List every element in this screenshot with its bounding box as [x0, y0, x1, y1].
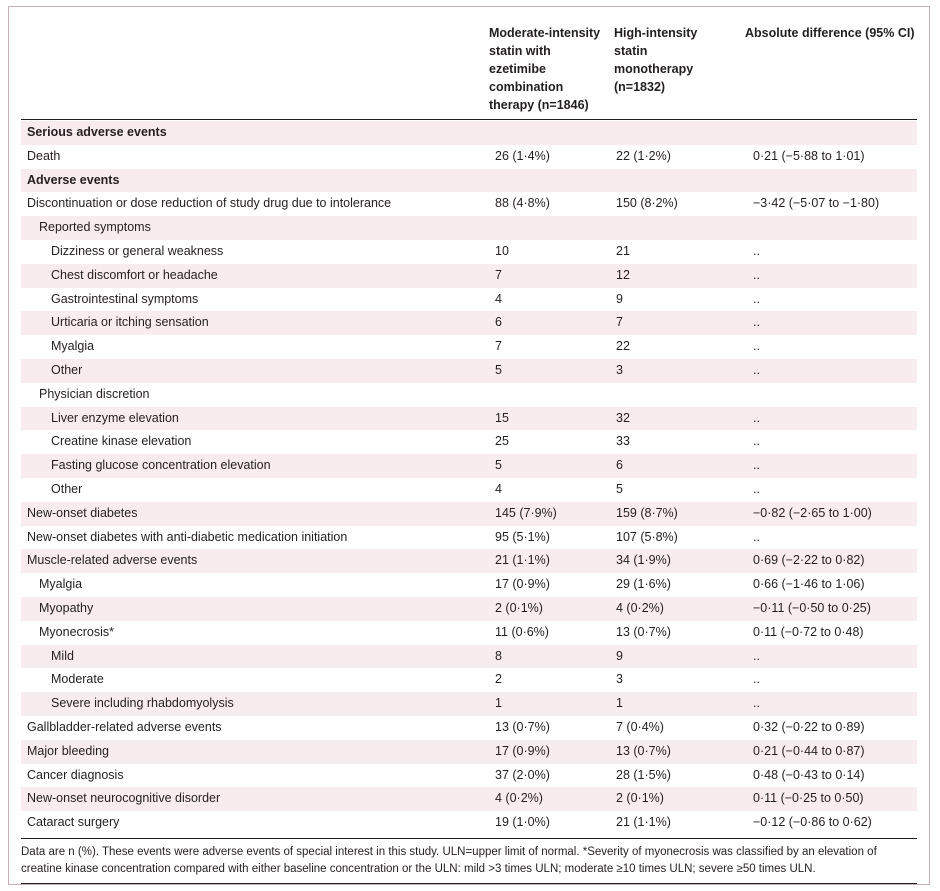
absolute-difference-value: ..	[753, 529, 760, 544]
absolute-difference-value: ..	[753, 315, 760, 330]
combination-therapy-value: 8	[495, 648, 502, 663]
monotherapy-value: 22 (1·2%)	[616, 148, 671, 163]
row-label: Liver enzyme elevation	[51, 410, 179, 425]
monotherapy-value: 150 (8·2%)	[616, 196, 678, 211]
table-row	[21, 764, 917, 788]
table-row	[21, 335, 917, 359]
monotherapy-value: 13 (0·7%)	[616, 624, 671, 639]
monotherapy-value: 159 (8·7%)	[616, 505, 678, 520]
row-label: New-onset neurocognitive disorder	[27, 791, 221, 806]
monotherapy-value: 7	[616, 315, 623, 330]
absolute-difference-value: −3·42 (−5·07 to −1·80)	[753, 196, 880, 211]
monotherapy-value: 21	[616, 243, 630, 258]
combination-therapy-value: 17 (0·9%)	[495, 743, 550, 758]
row-label: Other	[51, 362, 83, 377]
row-label: Other	[51, 481, 83, 496]
row-label: New-onset diabetes with anti-diabetic medication initiation	[27, 529, 348, 544]
table-row	[21, 716, 917, 740]
monotherapy-value: 107 (5·8%)	[616, 529, 678, 544]
absolute-difference-value: 0·48 (−0·43 to 0·14)	[753, 767, 865, 782]
combination-therapy-value: 5	[495, 458, 502, 473]
monotherapy-value: 29 (1·6%)	[616, 577, 671, 592]
table-row	[21, 359, 917, 383]
row-label: Creatine kinase elevation	[51, 434, 192, 449]
row-label: Cancer diagnosis	[27, 767, 124, 782]
monotherapy-value: 21 (1·1%)	[616, 815, 671, 830]
section-header-row	[21, 169, 917, 193]
row-label: Gallbladder-related adverse events	[27, 719, 222, 734]
row-label: Urticaria or itching sensation	[51, 315, 209, 330]
row-label: Death	[27, 148, 61, 163]
absolute-difference-value: 0·32 (−0·22 to 0·89)	[753, 719, 865, 734]
absolute-difference-value: 0·11 (−0·25 to 0·50)	[753, 791, 864, 806]
section-header-row	[21, 121, 917, 145]
absolute-difference-value: 0·66 (−1·46 to 1·06)	[753, 577, 865, 592]
monotherapy-value: 34 (1·9%)	[616, 553, 671, 568]
table-row	[21, 645, 917, 669]
combination-therapy-value: 15	[495, 410, 509, 425]
row-label: Moderate	[51, 672, 104, 687]
row-label: Myopathy	[39, 600, 94, 615]
row-label: Mild	[51, 648, 74, 663]
row-label: Myalgia	[51, 339, 95, 354]
combination-therapy-value: 4	[495, 291, 502, 306]
absolute-difference-value: ..	[753, 696, 760, 711]
combination-therapy-value: 7	[495, 339, 502, 354]
combination-therapy-value: 2 (0·1%)	[495, 600, 543, 615]
monotherapy-value: 4 (0·2%)	[616, 600, 664, 615]
combination-therapy-value: 6	[495, 315, 502, 330]
row-label: Serious adverse events	[27, 125, 167, 139]
combination-therapy-value: 1	[495, 696, 502, 711]
header-divider	[21, 119, 917, 120]
combination-therapy-value: 25	[495, 434, 509, 449]
absolute-difference-value: ..	[753, 291, 760, 306]
monotherapy-value: 28 (1·5%)	[616, 767, 671, 782]
monotherapy-value: 32	[616, 410, 630, 425]
table-row	[21, 311, 917, 335]
monotherapy-value: 12	[616, 267, 630, 282]
table-row	[21, 145, 917, 169]
table-body	[21, 121, 917, 835]
row-label: Severe including rhabdomyolysis	[51, 696, 234, 711]
combination-therapy-value: 37 (2·0%)	[495, 767, 550, 782]
table-row	[21, 216, 917, 240]
table-row	[21, 668, 917, 692]
row-label: New-onset diabetes	[27, 505, 138, 520]
monotherapy-value: 9	[616, 648, 623, 663]
monotherapy-value: 6	[616, 458, 623, 473]
table-row	[21, 383, 917, 407]
monotherapy-value: 33	[616, 434, 630, 449]
monotherapy-value: 5	[616, 481, 623, 496]
absolute-difference-value: ..	[753, 648, 760, 663]
combination-therapy-value: 26 (1·4%)	[495, 148, 550, 163]
combination-therapy-value: 4	[495, 481, 502, 496]
combination-therapy-value: 13 (0·7%)	[495, 719, 550, 734]
combination-therapy-value: 19 (1·0%)	[495, 815, 550, 830]
monotherapy-value: 3	[616, 672, 623, 687]
table-row	[21, 430, 917, 454]
absolute-difference-value: −0·82 (−2·65 to 1·00)	[753, 505, 872, 520]
table-row	[21, 621, 917, 645]
row-label: Gastrointestinal symptoms	[51, 291, 199, 306]
footnote-divider	[21, 883, 917, 884]
absolute-difference-value: 0·11 (−0·72 to 0·48)	[753, 624, 864, 639]
table-row	[21, 264, 917, 288]
table-row	[21, 407, 917, 431]
combination-therapy-value: 145 (7·9%)	[495, 505, 557, 520]
row-label: Fasting glucose concentration elevation	[51, 458, 271, 473]
table-row	[21, 597, 917, 621]
absolute-difference-value: ..	[753, 481, 760, 496]
row-label: Myonecrosis*	[39, 624, 115, 639]
combination-therapy-value: 5	[495, 362, 502, 377]
absolute-difference-value: 0·21 (−5·88 to 1·01)	[753, 148, 865, 163]
absolute-difference-value: ..	[753, 434, 760, 449]
combination-therapy-value: 17 (0·9%)	[495, 577, 550, 592]
combination-therapy-value: 21 (1·1%)	[495, 553, 550, 568]
absolute-difference-value: ..	[753, 410, 760, 425]
table-row	[21, 288, 917, 312]
table-row	[21, 573, 917, 597]
combination-therapy-value: 95 (5·1%)	[495, 529, 550, 544]
monotherapy-value: 22	[616, 339, 630, 354]
absolute-difference-value: ..	[753, 339, 760, 354]
table-row	[21, 240, 917, 264]
table-header	[21, 7, 927, 119]
row-label: Cataract surgery	[27, 815, 120, 830]
monotherapy-value: 13 (0·7%)	[616, 743, 671, 758]
table-row	[21, 502, 917, 526]
row-label: Dizziness or general weakness	[51, 243, 224, 258]
absolute-difference-value: ..	[753, 458, 760, 473]
absolute-difference-value: ..	[753, 243, 760, 258]
table-row	[21, 740, 917, 764]
row-label: Physician discretion	[39, 386, 150, 401]
combination-therapy-value: 88 (4·8%)	[495, 196, 550, 211]
header-absolute-difference: Absolute difference (95% CI)	[745, 26, 915, 40]
row-label: Myalgia	[39, 577, 83, 592]
table-row	[21, 811, 917, 835]
combination-therapy-value: 7	[495, 267, 502, 282]
row-label: Adverse events	[27, 172, 120, 187]
header-monotherapy: High-intensity statin monotherapy (n=1832)	[614, 26, 698, 94]
absolute-difference-value: ..	[753, 362, 760, 377]
combination-therapy-value: 4 (0·2%)	[495, 791, 543, 806]
absolute-difference-value: −0·11 (−0·50 to 0·25)	[753, 600, 871, 615]
absolute-difference-value: 0·69 (−2·22 to 0·82)	[753, 553, 865, 568]
absolute-difference-value: 0·21 (−0·44 to 0·87)	[753, 743, 865, 758]
monotherapy-value: 9	[616, 291, 623, 306]
combination-therapy-value: 11 (0·6%)	[495, 624, 549, 639]
row-label: Major bleeding	[27, 743, 109, 758]
absolute-difference-value: ..	[753, 267, 760, 282]
table-footnote: Data are n (%). These events were adverse events of special interest in this study. ULN=upper limit of normal. *Severity of myonecrosis was classified by an elevation of creatine kinase concentration compared with either baseline concentration or the ULN: mild >3 times ULN; moderate ≥10 times ULN; severe ≥50 times ULN.	[21, 846, 877, 875]
table-bottom-divider	[21, 838, 917, 839]
row-label: Reported symptoms	[39, 220, 151, 235]
header-combination-therapy: Moderate-intensity statin with ezetimibe combination therapy (n=1846)	[489, 26, 601, 112]
table-frame	[8, 6, 930, 885]
monotherapy-value: 2 (0·1%)	[616, 791, 664, 806]
table-row	[21, 549, 917, 573]
combination-therapy-value: 10	[495, 243, 509, 258]
monotherapy-value: 7 (0·4%)	[616, 719, 664, 734]
absolute-difference-value: −0·12 (−0·86 to 0·62)	[753, 815, 872, 830]
table-row	[21, 192, 917, 216]
table-row	[21, 526, 917, 550]
monotherapy-value: 3	[616, 362, 623, 377]
row-label: Discontinuation or dose reduction of study drug due to intolerance	[27, 196, 392, 211]
absolute-difference-value: ..	[753, 672, 760, 687]
monotherapy-value: 1	[616, 696, 623, 711]
table-row	[21, 692, 917, 716]
combination-therapy-value: 2	[495, 672, 502, 687]
row-label: Chest discomfort or headache	[51, 267, 218, 282]
table-row	[21, 454, 917, 478]
table-row	[21, 787, 917, 811]
row-label: Muscle-related adverse events	[27, 553, 198, 568]
table-row	[21, 478, 917, 502]
